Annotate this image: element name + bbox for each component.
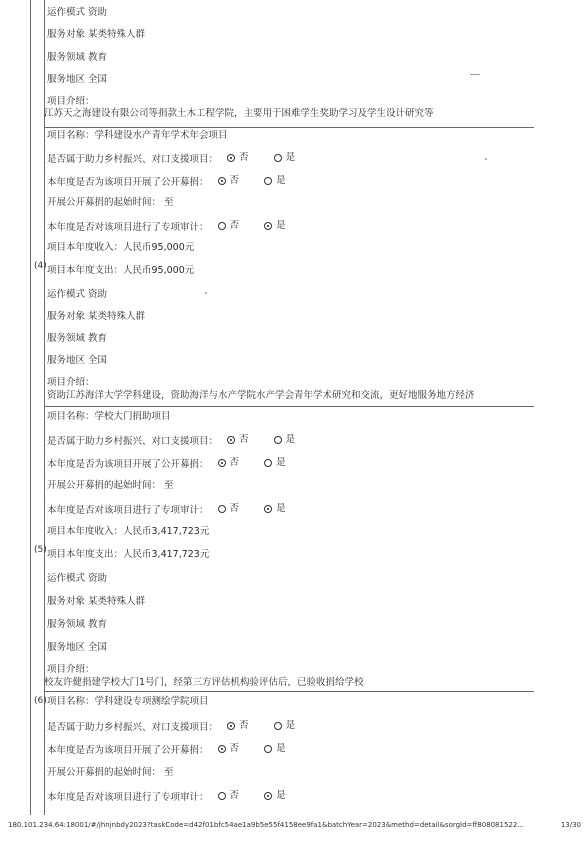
question-special-audit	[47, 220, 286, 234]
project-intro-label: 项目介绍：	[47, 664, 95, 675]
radio-no[interactable]	[218, 222, 226, 230]
scan-speck	[470, 74, 480, 75]
radio-no-selected[interactable]	[218, 745, 226, 753]
option-label: 是	[276, 220, 286, 231]
page-number: 13/30	[560, 821, 581, 829]
option-label: 是	[285, 434, 296, 445]
radio-no-selected[interactable]	[227, 154, 235, 162]
question-label: 是否属于助力乡村振兴、对口支援项目：	[47, 436, 219, 447]
service-target: 服务对象 某类特殊人群	[47, 596, 146, 607]
project-intro-label: 项目介绍：	[47, 96, 95, 107]
question-label: 本年度是否为该项目开展了公开募捐：	[47, 177, 209, 188]
option-label: 是	[276, 503, 286, 514]
service-region: 服务地区 全国	[47, 74, 108, 85]
project-income: 项目本年度收入：人民币95,000元	[47, 242, 195, 253]
option-label: 是	[285, 152, 296, 163]
question-rural-support	[47, 152, 295, 166]
fundraising-period: 开展公开募捐的起始时间： 至	[47, 480, 174, 491]
page-url[interactable]: 180.101.234.64:18001/#/jhnjnbdy2023?taskCode=d42f01bfc54ae1a9b5e55f4158ee9fa1&batchYear=2023&methd=detail&sorgId=ff808081522...	[8, 821, 525, 829]
radio-yes[interactable]	[274, 436, 282, 444]
project-number: (5)	[34, 545, 47, 555]
question-special-audit	[47, 790, 286, 804]
option-label: 否	[239, 720, 249, 731]
radio-no-selected[interactable]	[218, 459, 226, 467]
question-rural-support	[47, 434, 295, 448]
option-label: 是	[276, 790, 286, 801]
radio-no-selected[interactable]	[227, 722, 235, 730]
radio-yes-selected[interactable]	[264, 222, 272, 230]
fundraising-period: 开展公开募捐的起始时间： 至	[47, 767, 174, 778]
option-label: 否	[229, 503, 240, 514]
project-name: 项目名称：学科建设水产青年学术年会项目	[47, 130, 228, 141]
operation-mode: 运作模式 资助	[47, 7, 108, 18]
option-label: 是	[285, 720, 296, 731]
question-label: 是否属于助力乡村振兴、对口支援项目：	[47, 154, 219, 165]
operation-mode: 运作模式 资助	[47, 573, 108, 584]
option-label: 否	[239, 434, 249, 445]
option-label: 是	[276, 457, 286, 468]
service-region: 服务地区 全国	[47, 355, 108, 366]
service-target: 服务对象 某类特殊人群	[47, 311, 146, 322]
question-label: 本年度是否对该项目进行了专项审计：	[47, 792, 209, 803]
service-field: 服务领域 教育	[47, 619, 108, 630]
scan-speck	[205, 292, 207, 294]
service-region: 服务地区 全国	[47, 642, 108, 653]
option-label: 否	[229, 220, 240, 231]
operation-mode: 运作模式 资助	[47, 289, 108, 300]
radio-yes[interactable]	[264, 177, 272, 185]
radio-yes[interactable]	[274, 722, 282, 730]
radio-yes-selected[interactable]	[264, 505, 272, 513]
radio-yes-selected[interactable]	[264, 792, 272, 800]
project-name: 项目名称：学校大门捐助项目	[47, 411, 171, 422]
radio-no[interactable]	[218, 792, 226, 800]
option-label: 是	[276, 175, 286, 186]
question-special-audit	[47, 503, 286, 517]
project-number: (6)	[34, 696, 47, 706]
question-public-fundraising	[47, 457, 286, 471]
question-rural-support	[47, 720, 295, 734]
option-label: 否	[229, 743, 240, 754]
service-field: 服务领域 教育	[47, 333, 108, 344]
radio-yes[interactable]	[274, 154, 282, 162]
service-field: 服务领域 教育	[47, 52, 108, 63]
project-income: 项目本年度收入：人民币3,417,723元	[47, 526, 210, 537]
project-intro-text: 江苏天之海建设有限公司等捐款土木工程学院，主要用于困难学生奖助学习及学生设计研究等	[44, 108, 434, 119]
radio-yes[interactable]	[264, 745, 272, 753]
option-label: 否	[229, 457, 240, 468]
project-expense: 项目本年度支出：人民币95,000元	[47, 265, 195, 276]
radio-no[interactable]	[218, 505, 226, 513]
project-intro-text: 资助江苏海洋大学学科建设，资助海洋与水产学院水产学会青年学术研究和交流，更好地服务地方经济	[47, 390, 475, 401]
question-label: 是否属于助力乡村振兴、对口支援项目：	[47, 722, 219, 733]
question-public-fundraising	[47, 743, 286, 757]
row-divider	[44, 691, 534, 692]
project-intro-text: 校友许健捐建学校大门1号门，经第三方评估机构验评估后，已验收捐给学校	[44, 677, 364, 688]
row-divider	[44, 127, 534, 128]
table-left-border	[30, 0, 31, 815]
question-label: 本年度是否对该项目进行了专项审计：	[47, 505, 209, 516]
project-number: (4)	[34, 261, 47, 271]
question-label: 本年度是否对该项目进行了专项审计：	[47, 222, 209, 233]
project-expense: 项目本年度支出：人民币3,417,723元	[47, 549, 210, 560]
fundraising-period: 开展公开募捐的起始时间： 至	[47, 197, 174, 208]
question-public-fundraising	[47, 175, 286, 189]
scan-speck	[485, 158, 487, 160]
project-intro-label: 项目介绍：	[47, 377, 95, 388]
question-label: 本年度是否为该项目开展了公开募捐：	[47, 745, 209, 756]
option-label: 否	[239, 152, 249, 163]
project-name: 项目名称：学科建设专项测绘学院项目	[47, 696, 209, 707]
option-label: 否	[229, 175, 240, 186]
radio-no-selected[interactable]	[218, 177, 226, 185]
row-divider	[44, 406, 534, 407]
question-label: 本年度是否为该项目开展了公开募捐：	[47, 459, 209, 470]
option-label: 是	[276, 743, 286, 754]
radio-no-selected[interactable]	[227, 436, 235, 444]
cell-divider	[44, 0, 45, 815]
service-target: 服务对象 某类特殊人群	[47, 29, 146, 40]
radio-yes[interactable]	[264, 459, 272, 467]
option-label: 否	[229, 790, 240, 801]
